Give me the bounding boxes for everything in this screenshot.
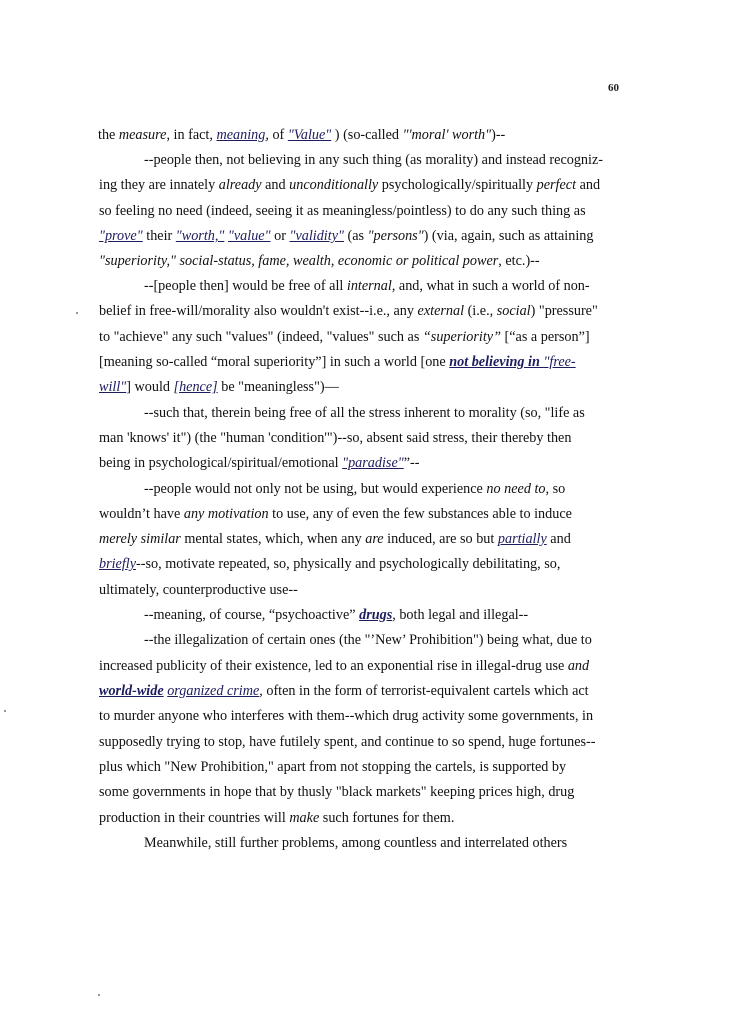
text-line [144, 153, 603, 167]
text-run: , in fact, [166, 127, 217, 143]
text-run: or [270, 228, 290, 244]
text-line [99, 684, 589, 698]
text-run: Meanwhile, still further problems, among countless and interrelated others [144, 835, 568, 851]
text-line [99, 583, 298, 597]
text-line [144, 608, 528, 622]
text-line [99, 431, 571, 445]
text-run: --[people then] would be free of all [144, 278, 347, 294]
text-run: mental states, which, when any [180, 531, 366, 547]
text-run: partially [497, 531, 547, 547]
text-line [99, 456, 419, 470]
text-line [99, 380, 339, 394]
text-line [144, 836, 567, 850]
text-run: [meaning so-called “moral superiority”] in such a world [one [99, 354, 450, 370]
text-run: "worth," [175, 228, 225, 244]
text-line [99, 709, 593, 723]
text-run: drugs [359, 607, 393, 623]
text-run: ) (via, again, such as attaining [423, 228, 594, 244]
text-line [99, 785, 574, 799]
text-run: ing they are innately [99, 177, 219, 193]
text-line [99, 229, 593, 243]
text-run: "free- [543, 354, 576, 370]
text-run: "prove" [99, 228, 143, 244]
text-line [99, 254, 540, 268]
text-run: make [289, 810, 320, 826]
text-run: internal [346, 278, 392, 294]
text-run: ultimately, counterproductive use-- [99, 582, 298, 598]
text-run: measure [118, 127, 167, 143]
text-run: [hence] [173, 379, 218, 395]
text-run: meaning [216, 127, 266, 143]
text-line [99, 760, 566, 774]
text-run: merely similar [99, 531, 181, 547]
text-run: to use, any of even the few substances able to induce [268, 506, 572, 522]
text-run: unconditionally [289, 177, 379, 193]
text-run: "value" [227, 228, 271, 244]
text-run: perfect [536, 177, 577, 193]
text-run: increased publicity of their existence, led to an exponential rise in illegal-drug use [99, 658, 568, 674]
text-run: to murder anyone who interferes with them--which drug activity some governments, in [99, 708, 594, 724]
text-run: ] would [126, 379, 174, 395]
text-run: "validity" [289, 228, 344, 244]
text-run: briefly [99, 556, 137, 572]
text-line [99, 557, 560, 571]
text-line [99, 735, 595, 749]
text-run: being in psychological/spiritual/emotional [99, 455, 343, 471]
text-line [99, 355, 576, 369]
text-run: social [496, 303, 531, 319]
text-run: their [142, 228, 176, 244]
text-run: "paradise" [342, 455, 404, 471]
scan-speck [4, 710, 6, 712]
text-run: and [546, 531, 571, 547]
text-line [99, 532, 571, 546]
text-run: )-- [491, 127, 506, 143]
text-run: the [98, 127, 119, 143]
text-run: external [417, 303, 465, 319]
text-run: “superiority” [422, 329, 501, 345]
text-run: , both legal and illegal-- [392, 607, 529, 623]
text-run: and [567, 658, 590, 674]
text-run: and [576, 177, 601, 193]
text-run: belief in free-will/morality also wouldn't exist--i.e., any [99, 303, 418, 319]
text-run: ) "pressure" [530, 303, 598, 319]
text-run: "superiority," social-status, fame, wealth, economic or political power [99, 253, 499, 269]
text-line [98, 128, 505, 142]
text-run: "persons" [367, 228, 424, 244]
text-run: no need to [486, 481, 546, 497]
text-line [99, 659, 589, 673]
text-line [144, 633, 592, 647]
text-run: , often in the form of terrorist-equivalent cartels which act [259, 683, 589, 699]
text-run: plus which "New Prohibition," apart from not stopping the cartels, is supported by [99, 759, 567, 775]
text-run: man 'knows' it") (the "human 'condition'")--so, absent said stress, their thereby then [99, 430, 572, 446]
text-run: --people then, not believing in any such thing (as morality) and instead recogniz- [144, 152, 603, 168]
text-run: (as [343, 228, 368, 244]
text-line [144, 482, 565, 496]
text-run: not believing in [449, 354, 544, 370]
text-run: ) (so-called [331, 127, 403, 143]
text-run: and [261, 177, 290, 193]
text-run: any motivation [183, 506, 269, 522]
text-run: , of [265, 127, 288, 143]
text-run: --so, motivate repeated, so, physically and psychologically debilitating, so, [136, 556, 561, 572]
text-line [99, 811, 454, 825]
text-run: , and, what in such a world of non- [391, 278, 590, 294]
text-line [99, 304, 598, 318]
text-run: such fortunes for them. [319, 810, 455, 826]
text-run: are [365, 531, 384, 547]
text-run: "'moral' worth" [402, 127, 492, 143]
text-run: be "meaningless")— [217, 379, 339, 395]
text-run: [“as a person”] [500, 329, 590, 345]
text-run: some governments in hope that by thusly "black markets" keeping prices high, drug [99, 784, 575, 800]
text-run: to "achieve" any such "values" (indeed, "values" such as [99, 329, 423, 345]
text-run: production in their countries will [99, 810, 290, 826]
text-line [144, 406, 585, 420]
text-run: "Value" [287, 127, 332, 143]
text-line [99, 507, 572, 521]
text-run: organized crime [167, 683, 260, 699]
text-run: --such that, therein being free of all the stress inherent to morality (so, "life as [144, 405, 585, 421]
text-run: supposedly trying to stop, have futilely spent, and continue to so spend, huge fortunes-- [99, 734, 596, 750]
text-run: --people would not only not be using, but would experience [144, 481, 487, 497]
text-line [144, 279, 590, 293]
text-run: world-wide [99, 683, 164, 699]
text-run: (i.e., [464, 303, 497, 319]
text-line [99, 330, 590, 344]
text-run: induced, are so but [383, 531, 498, 547]
text-line [99, 178, 600, 192]
text-run: , etc.)-- [498, 253, 540, 269]
scan-speck [98, 994, 100, 996]
text-run: wouldn’t have [99, 506, 184, 522]
text-run: --meaning, of course, “psychoactive” [144, 607, 360, 623]
page-number: 60 [608, 82, 619, 94]
text-run: already [218, 177, 262, 193]
text-run: psychologically/spiritually [378, 177, 537, 193]
text-run: so feeling no need (indeed, seeing it as meaningless/pointless) to do any such thing as [99, 203, 586, 219]
text-run: --the illegalization of certain ones (the "’New’ Prohibition") being what, due to [144, 632, 592, 648]
text-line [99, 204, 586, 218]
text-run: , so [545, 481, 566, 497]
text-run: will" [99, 379, 127, 395]
scan-speck [76, 312, 78, 314]
text-run: ”-- [403, 455, 420, 471]
